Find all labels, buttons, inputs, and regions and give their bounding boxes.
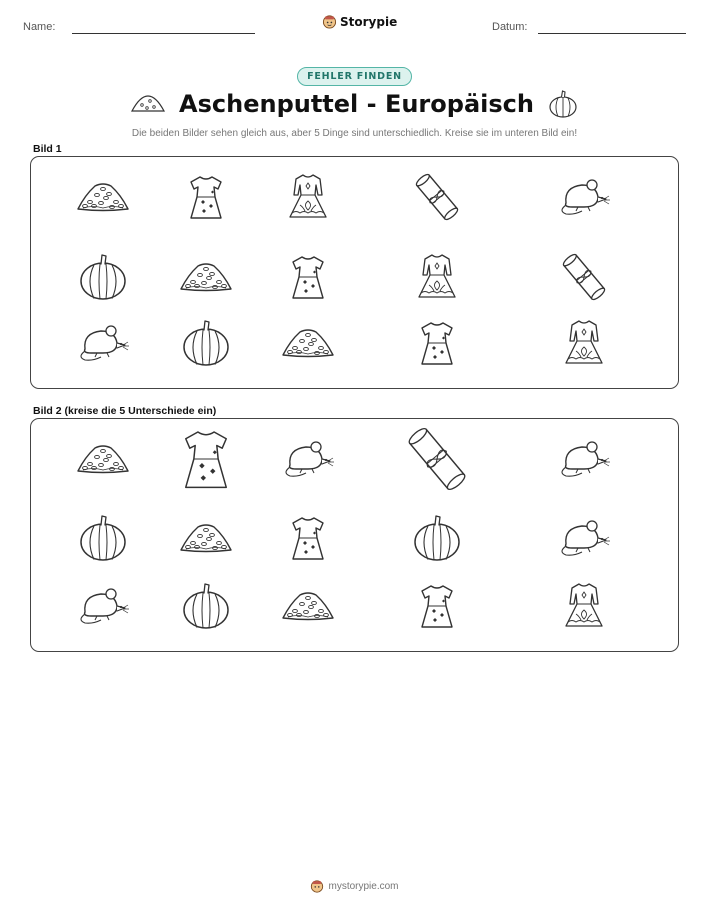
mouse-icon[interactable] [556, 439, 612, 479]
pumpkin-icon [181, 319, 231, 367]
pumpkin-icon [548, 90, 578, 118]
ash-pile-icon[interactable] [76, 443, 130, 475]
picture1-panel [30, 156, 679, 389]
ash-pile-icon [131, 95, 165, 113]
embroidered-dress-icon [562, 318, 606, 368]
plain-dress-large-icon[interactable] [180, 429, 232, 489]
pumpkin-icon [78, 253, 128, 301]
date-label: Datum: [492, 21, 528, 33]
footer-site[interactable]: mystorypie.com [328, 880, 399, 892]
mouse-icon[interactable] [75, 586, 131, 626]
instructions: Die beiden Bilder sehen gleich aus, aber 5 Dinge sind unterschiedlich. Kreise sie im unteren Bild ein! [131, 128, 578, 139]
picture2-label: Bild 2 (kreise die 5 Unterschiede ein) [33, 405, 217, 417]
ash-pile-icon [179, 261, 233, 293]
mouse-icon [75, 323, 131, 363]
pumpkin-icon[interactable] [412, 514, 462, 562]
embroidered-dress-icon [415, 252, 459, 302]
ash-pile-icon[interactable] [179, 522, 233, 554]
picture1-label: Bild 1 [33, 143, 62, 155]
title-row [0, 90, 709, 118]
pumpkin-icon[interactable] [78, 514, 128, 562]
pumpkin-icon[interactable] [181, 582, 231, 630]
plain-dress-icon [288, 253, 328, 301]
scroll-icon [561, 252, 607, 302]
name-field[interactable] [72, 33, 255, 34]
plain-dress-icon[interactable] [288, 514, 328, 562]
storypie-logo-icon [310, 879, 324, 893]
page-title: Aschenputtel - Europäisch [179, 90, 534, 118]
date-field[interactable] [538, 33, 686, 34]
name-label: Name: [23, 21, 56, 33]
ash-pile-icon [76, 181, 130, 213]
brand-logo [322, 14, 397, 29]
embroidered-dress-icon [286, 172, 330, 222]
brand-name: Storypie [340, 14, 398, 29]
plain-dress-icon [186, 173, 226, 221]
mouse-icon [556, 177, 612, 217]
mouse-icon[interactable] [556, 518, 612, 558]
mouse-icon[interactable] [280, 439, 336, 479]
ash-pile-icon [281, 327, 335, 359]
storypie-logo-icon [322, 14, 337, 29]
category-badge: FEHLER FINDEN [297, 67, 412, 86]
scroll-large-icon[interactable] [408, 426, 466, 492]
picture2-panel[interactable] [30, 418, 679, 652]
scroll-icon [414, 172, 460, 222]
footer [0, 879, 709, 893]
embroidered-dress-icon[interactable] [562, 581, 606, 631]
ash-pile-icon[interactable] [281, 590, 335, 622]
plain-dress-icon [417, 319, 457, 367]
plain-dress-icon[interactable] [417, 582, 457, 630]
